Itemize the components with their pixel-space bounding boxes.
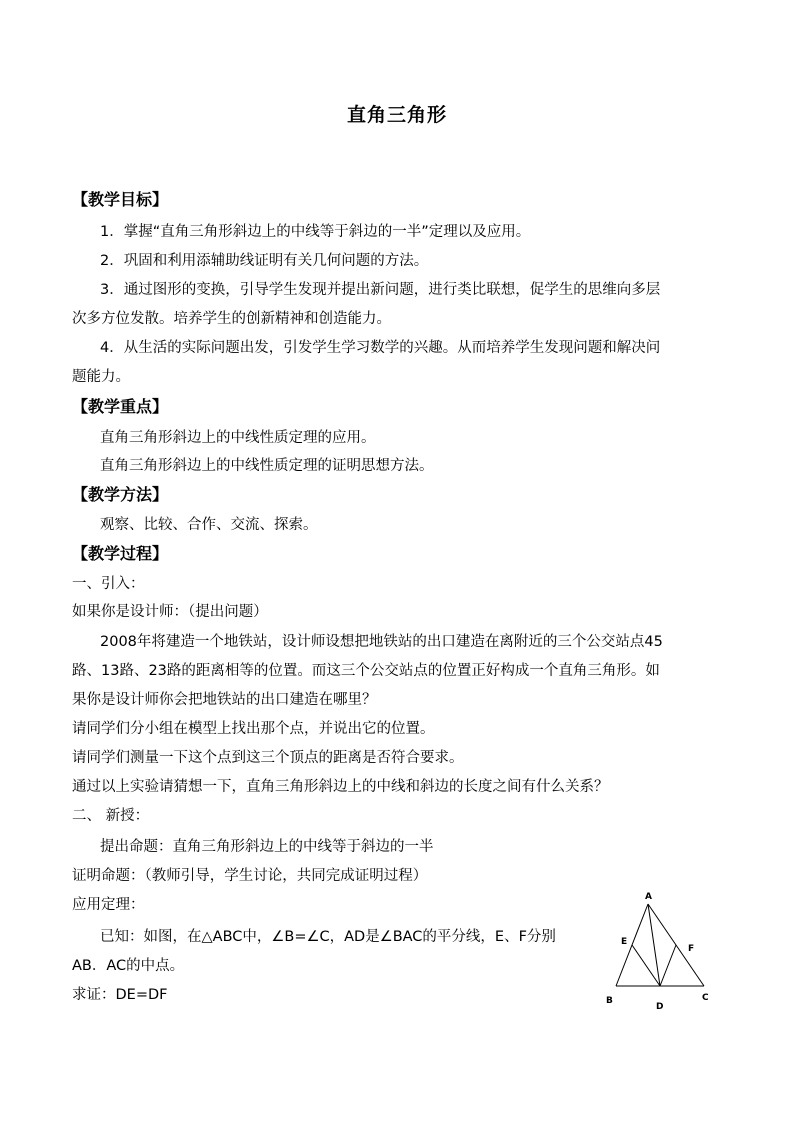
segment-de: [632, 945, 660, 986]
process-line-7: 请同学们测量一下这个点到这三个顶点的距离是否符合要求。: [72, 750, 464, 766]
triangle-figure: [598, 888, 718, 1014]
label-a: A: [645, 892, 652, 902]
process-line-5: 果你是设计师你会把地铁站的出口建造在哪里？: [72, 692, 377, 708]
methods-text: 观察、比较、合作、交流、探索。: [100, 517, 318, 533]
key-point-item-1: 直角三角形斜边上的中线性质定理的应用。: [100, 430, 376, 446]
bisector-ad: [648, 904, 660, 986]
objectives-heading: 【教学目标】: [72, 190, 169, 209]
key-points-heading: 【教学重点】: [72, 397, 169, 416]
process-line-8: 通过以上实验请猜想一下，直角三角形斜边上的中线和斜边的长度之间有什么关系？: [72, 779, 609, 795]
process-line-12: 应用定理：: [72, 897, 145, 913]
process-line-4: 路、13路、23路的距离相等的位置。而这三个公交站点的位置正好构成一个直角三角形。如: [72, 663, 660, 679]
process-line-9: 二、 新授：: [72, 808, 150, 824]
process-line-6: 请同学们分小组在模型上找出那个点，并说出它的位置。: [72, 721, 435, 737]
process-heading: 【教学过程】: [72, 544, 169, 563]
label-f: F: [688, 944, 695, 954]
methods-heading: 【教学方法】: [72, 485, 169, 504]
objective-item-3-cont: 次多方位发散。培养学生的创新精神和创造能力。: [72, 311, 391, 327]
objective-item-4: 4．从生活的实际问题出发，引发学生学习数学的兴趣。从而培养学生发现问题和解决问: [100, 340, 661, 356]
objective-item-3: 3．通过图形的变换，引导学生发现并提出新问题，进行类比联想，促学生的思维向多层: [100, 282, 661, 298]
process-line-15: 求证：DE=DF: [72, 987, 168, 1003]
process-line-1: 一、引入：: [72, 576, 145, 592]
label-e: E: [621, 937, 628, 947]
process-line-2: 如果你是设计师：（提出问题）: [72, 604, 268, 620]
objective-item-1: 1．掌握“直角三角形斜边上的中线等于斜边的一半”定理以及应用。: [100, 224, 531, 240]
process-line-14: AB．AC的中点。: [72, 958, 185, 974]
key-point-item-2: 直角三角形斜边上的中线性质定理的证明思想方法。: [100, 458, 434, 474]
objective-item-4-cont: 题能力。: [72, 369, 130, 385]
objective-item-2: 2．巩固和利用添辅助线证明有关几何问题的方法。: [100, 253, 429, 269]
process-line-3: 2008年将建造一个地铁站，设计师设想把地铁站的出口建造在离附近的三个公交站点45: [100, 634, 663, 650]
process-line-13: 已知：如图，在△ABC中，∠B=∠C，AD是∠BAC的平分线，E、F分别: [100, 929, 556, 945]
page-title: 直角三角形: [346, 104, 447, 126]
label-d: D: [656, 1002, 664, 1012]
label-b: B: [606, 996, 613, 1006]
process-line-11: 证明命题：（教师引导，学生讨论，共同完成证明过程）: [72, 868, 428, 884]
process-line-10: 提出命题：直角三角形斜边上的中线等于斜边的一半: [100, 839, 434, 855]
triangle-diagram: [598, 888, 718, 1014]
segment-df: [660, 945, 676, 986]
label-c: C: [702, 993, 709, 1003]
